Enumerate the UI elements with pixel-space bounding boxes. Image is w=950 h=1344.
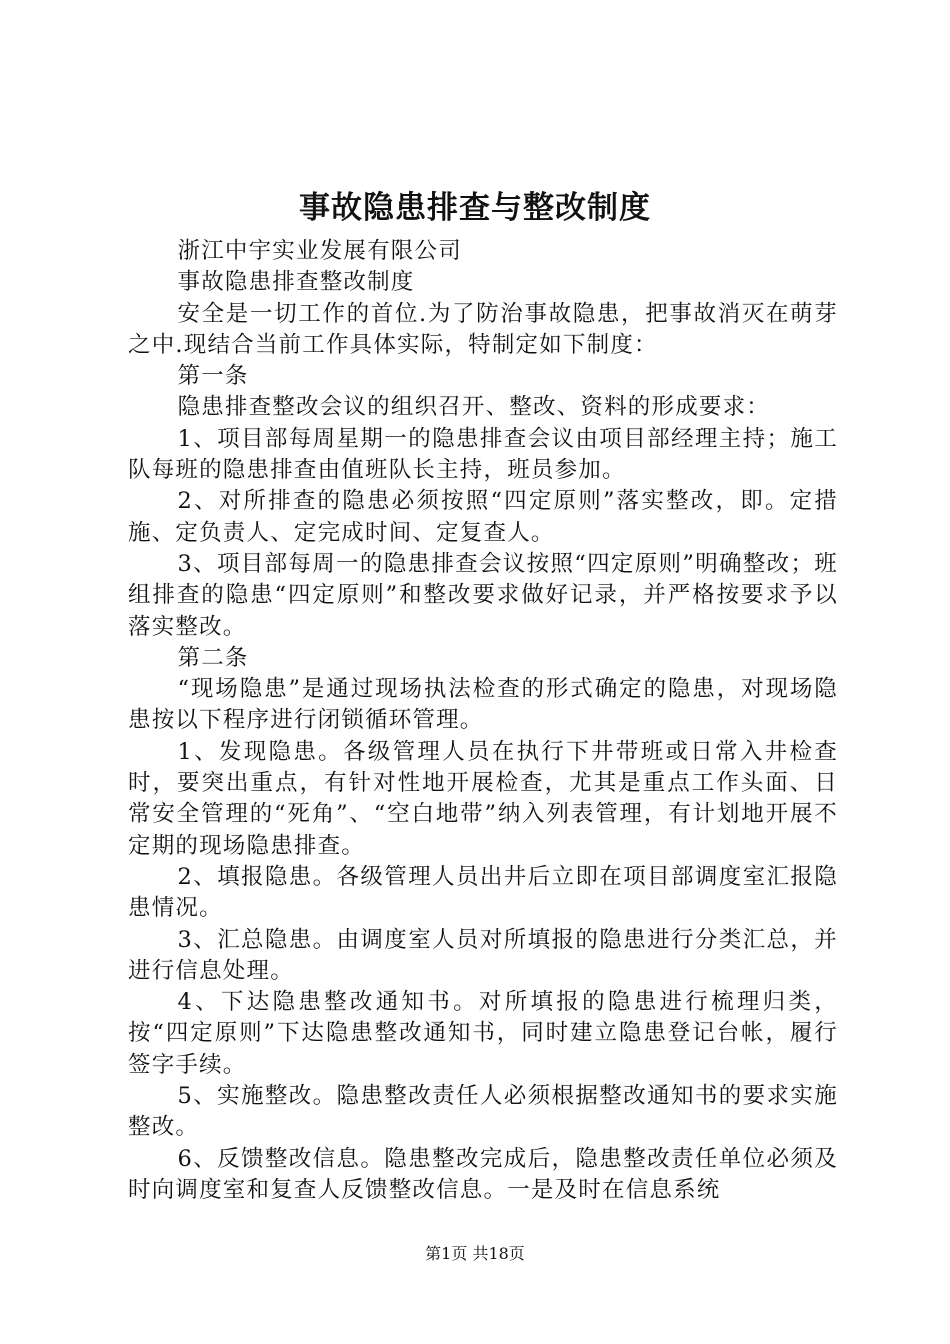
page-number-footer: 第1页 共18页 (425, 1244, 525, 1263)
paragraph: 3、项目部每周一的隐患排查会议按照“四定原则”明确整改；班组排查的隐患“四定原则”和整改要求做好记录，并严格按要求予以落实整改。 (128, 550, 838, 640)
document-body (128, 236, 838, 1206)
article-heading-1: 第一条 (177, 363, 249, 390)
subtitle: 事故隐患排查整改制度 (177, 269, 415, 296)
paragraph: 6、反馈整改信息。隐患整改完成后，隐患整改责任单位必须及时向调度室和复查人反馈整改信息。一是及时在信息系统 (128, 1145, 838, 1203)
paragraph: 3、汇总隐患。由调度室人员对所填报的隐患进行分类汇总，并进行信息处理。 (128, 926, 838, 984)
paragraph: “现场隐患”是通过现场执法检查的形式确定的隐患，对现场隐患按以下程序进行闭锁循环管理。 (128, 676, 838, 734)
paragraph: 5、实施整改。隐患整改责任人必须根据整改通知书的要求实施整改。 (128, 1083, 838, 1141)
document-title: 事故隐患排查与整改制度 (299, 190, 651, 226)
paragraph: 2、对所排查的隐患必须按照“四定原则”落实整改，即。定措施、定负责人、定完成时间、定复查人。 (128, 488, 838, 546)
company-name: 浙江中宇实业发展有限公司 (177, 238, 462, 264)
paragraph: 1、项目部每周星期一的隐患排查会议由项目部经理主持；施工队每班的隐患排查由值班队长主持，班员参加。 (128, 425, 838, 484)
paragraph: 1、发现隐患。各级管理人员在执行下井带班或日常入井检查时，要突出重点，有针对性地开展检查，尤其是重点工作头面、日常安全管理的“死角”、“空白地带”纳入列表管理，有计划地开展不定期的现场隐患排查。 (128, 738, 838, 859)
article-heading-2: 第二条 (177, 644, 249, 671)
paragraph: 2、填报隐患。各级管理人员出井后立即在项目部调度室汇报隐患情况。 (128, 863, 838, 922)
paragraph: 4、下达隐患整改通知书。对所填报的隐患进行梳理归类，按“四定原则”下达隐患整改通知书，同时建立隐患登记台帐，履行签字手续。 (128, 989, 838, 1078)
intro-paragraph: 安全是一切工作的首位.为了防治事故隐患，把事故消灭在萌芽之中.现结合当前工作具体实际，特制定如下制度： (128, 300, 838, 358)
paragraph: 隐患排查整改会议的组织召开、整改、资料的形成要求： (177, 394, 771, 421)
